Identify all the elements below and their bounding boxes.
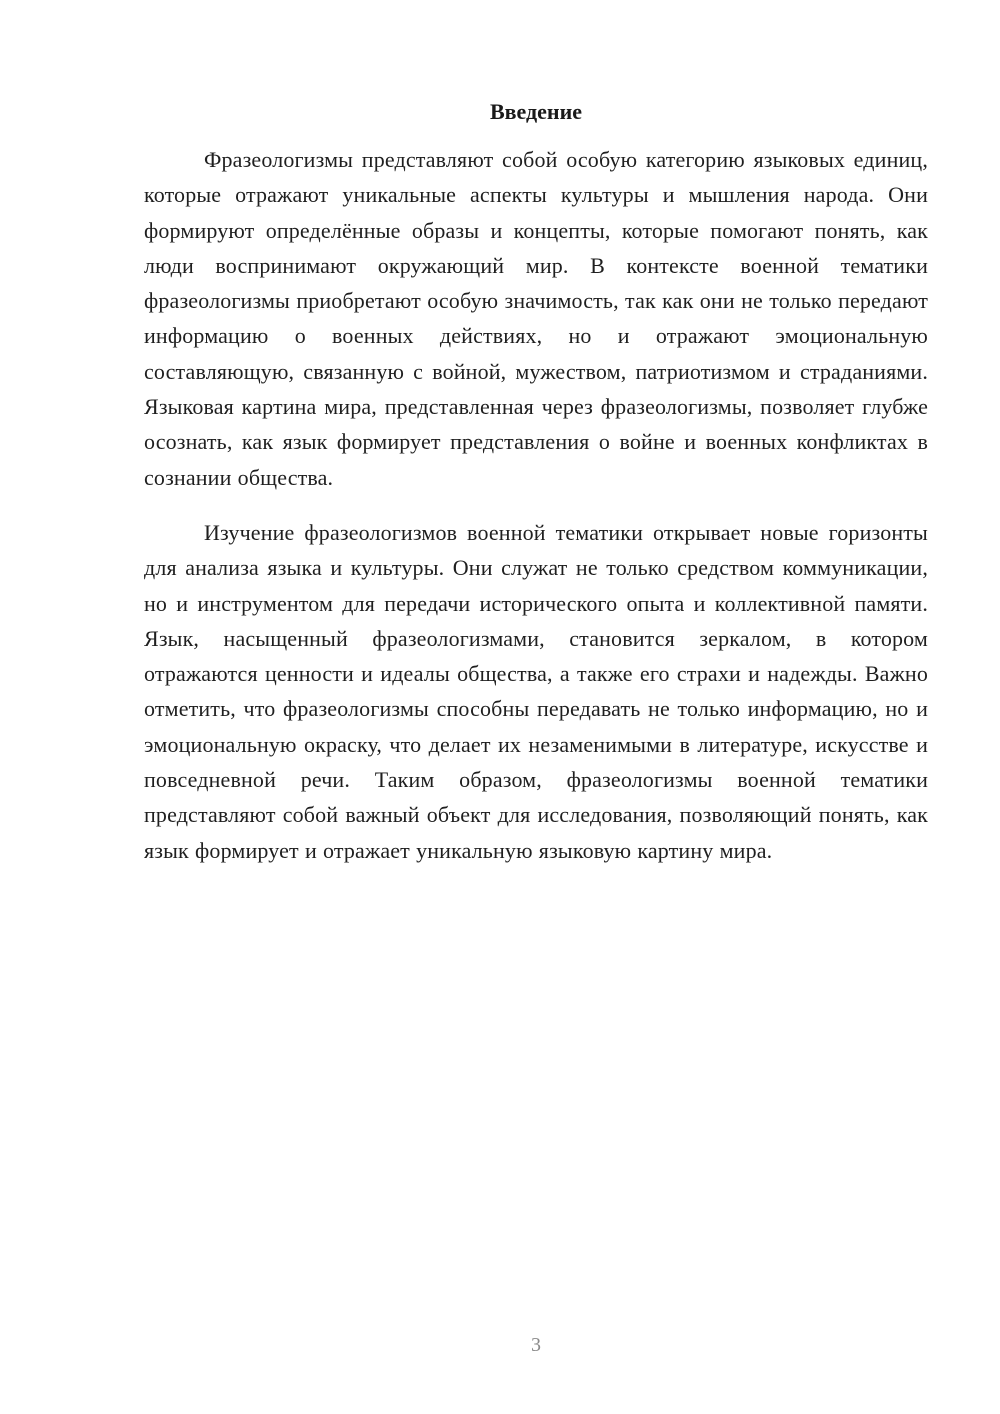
page-content [144, 96, 928, 868]
page-number: 3 [531, 1334, 541, 1356]
section-title: Введение [489, 99, 583, 124]
paragraph-introduction-1: Фразеологизмы представляют собой особую категорию языковых единиц, которые отражают уникальные аспекты культуры и мышления народа. Они формируют определённые образы и концепты, которые помогают понять, как люди воспринимают окружающий мир. В контексте военной тематики фразеологизмы приобретают особую значимость, так как они не только передают информацию о военных действиях, но и отражают эмоциональную составляющую, связанную с войной, мужеством, патриотизмом и страданиями. Языковая картина мира, представленная через фразеологизмы, позволяет глубже осознать, как язык формирует представления о войне и военных конфликтах в сознании общества. [144, 147, 928, 490]
paragraph-introduction-2: Изучение фразеологизмов военной тематики открывает новые горизонты для анализа языка и культуры. Они служат не только средством коммуникации, но и инструментом для передачи исторического опыта и коллективной памяти. Язык, насыщенный фразеологизмами, становится зеркалом, в котором отражаются ценности и идеалы общества, а также его страхи и надежды. Важно отметить, что фразеологизмы способны передавать не только информацию, но и эмоциональную окраску, что делает их незаменимыми в литературе, искусстве и повседневной речи. Таким образом, фразеологизмы военной тематики представляют собой важный объект для исследования, позволяющий понять, как язык формирует и отражает уникальную языковую картину мира. [144, 519, 928, 863]
